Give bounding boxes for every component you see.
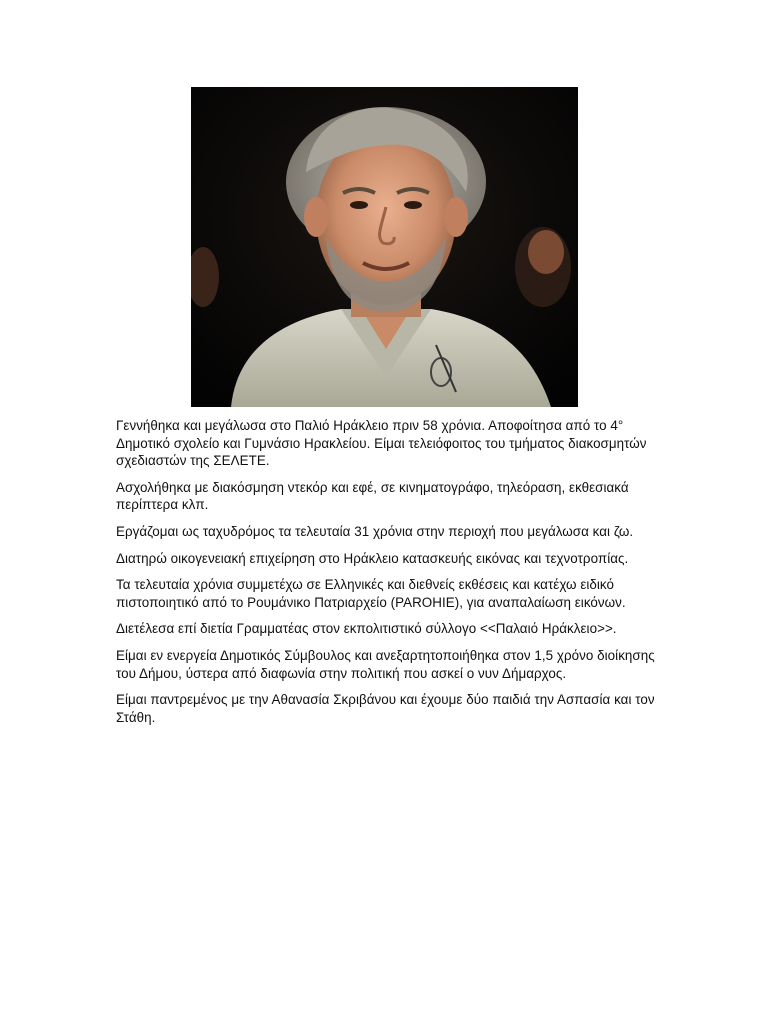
paragraph-decor-work: Ασχολήθηκα με διακόσμηση ντεκόρ και εφέ, σε κινηματογράφο, τηλεόραση, εκθεσιακά περίπτερα κλπ. (116, 479, 629, 513)
paragraph-birth-education: Γεννήθηκα και μεγάλωσα στο Παλιό Ηράκλειο πριν 58 χρόνια. Αποφοίτησα από το 4° Δημοτικό σχολείο και Γυμνάσιο Ηρακλείου. Είμαι τελειόφοιτος του τμήματος διακοσμητών σχεδιαστών της ΣΕΛΕΤΕ. (116, 418, 647, 469)
paragraph-council: Είμαι εν ενεργεία Δημοτικός Σύμβουλος και ανεξαρτητοποιήθηκα στον 1,5 χρόνο διοίκησης του Δήμου, ύστερα από διαφωνία στην πολιτική που ασκεί ο νυν Δήμαρχος. (116, 647, 655, 681)
paragraph-postman: Εργάζομαι ως ταχυδρόμος τα τελευταία 31 χρόνια στην περιοχή που μεγάλωσα και ζω. (116, 523, 634, 539)
paragraph-family-business: Διατηρώ οικογενειακή επιχείρηση στο Ηράκλειο κατασκευής εικόνας και τεχνοτροπίας. (116, 550, 629, 566)
biography-text (116, 417, 661, 735)
portrait-photo (191, 87, 578, 407)
paragraph-exhibitions: Τα τελευταία χρόνια συμμετέχω σε Ελληνικές και διεθνείς εκθέσεις και κατέχω ειδικό πιστοποιητικό από το Ρουμάνικο Πατριαρχείο (PAROHIE), για αναπαλαίωση εικόνων. (116, 577, 626, 610)
paragraph-marriage: Είμαι παντρεμένος με την Αθανασία Σκριβάνου και έχουμε δύο παιδιά την Ασπασία και τον Στάθη. (116, 692, 655, 725)
paragraph-secretary: Διετέλεσα επί διετία Γραμματέας στον εκπολιτιστικό σύλλογο <<Παλαιό Ηράκλειο>>. (116, 621, 617, 637)
